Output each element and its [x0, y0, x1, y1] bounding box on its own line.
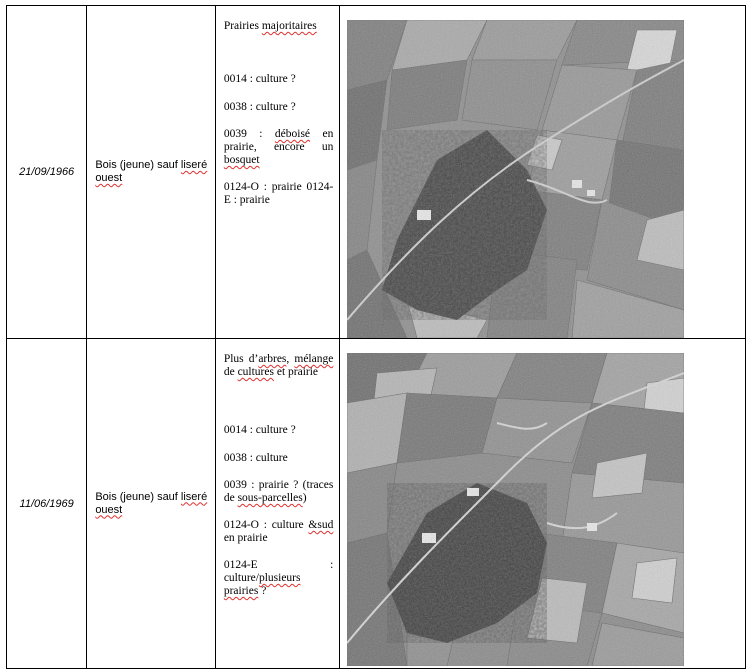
- date-cell: 11/06/1969: [7, 339, 87, 669]
- note-line: 0014 : culture ?: [223, 73, 296, 85]
- bois-text: ouest: [95, 172, 123, 184]
- notes-cell: [215, 6, 340, 339]
- bois-text: Bois (jeune) sauf: [95, 490, 181, 503]
- note-line: 0124-O : prairie 0124-E : prairie: [223, 181, 334, 206]
- bois-cell: [87, 339, 216, 669]
- notes-title: Plus d’arbres, mélange de cultures et prairie: [223, 353, 334, 378]
- date-cell: 21/09/1966: [7, 6, 87, 339]
- bois-text: liseré: [180, 490, 208, 503]
- aerial-photo-1969: [347, 353, 684, 666]
- note-line: 0014 : culture ?: [223, 424, 296, 436]
- photo-cell: [340, 6, 746, 339]
- note-line: 0124-O : culture &sud en prairie: [223, 519, 334, 544]
- table-row: [7, 6, 746, 339]
- aerial-photo-1966: [347, 20, 684, 338]
- bois-text: Bois (jeune) sauf: [95, 159, 181, 171]
- bois-text: ouest: [95, 503, 123, 516]
- bois-cell: [87, 6, 216, 339]
- note-line: 0124-E : culture/plusieurs prairies ?: [223, 559, 334, 597]
- note-line: 0039 : déboisé en prairie, encore un bosquet: [223, 128, 334, 166]
- table-row: [7, 339, 746, 669]
- notes-cell: [215, 339, 340, 669]
- notes-title: Prairies majoritaires: [223, 20, 317, 32]
- comparison-table: [6, 5, 746, 669]
- note-line: 0038 : culture ?: [223, 101, 296, 113]
- bois-text: liseré: [180, 159, 208, 171]
- note-line: 0038 : culture: [223, 452, 288, 464]
- note-line: 0039 : prairie ? (traces de sous-parcelles): [223, 479, 334, 504]
- photo-cell: [340, 339, 746, 669]
